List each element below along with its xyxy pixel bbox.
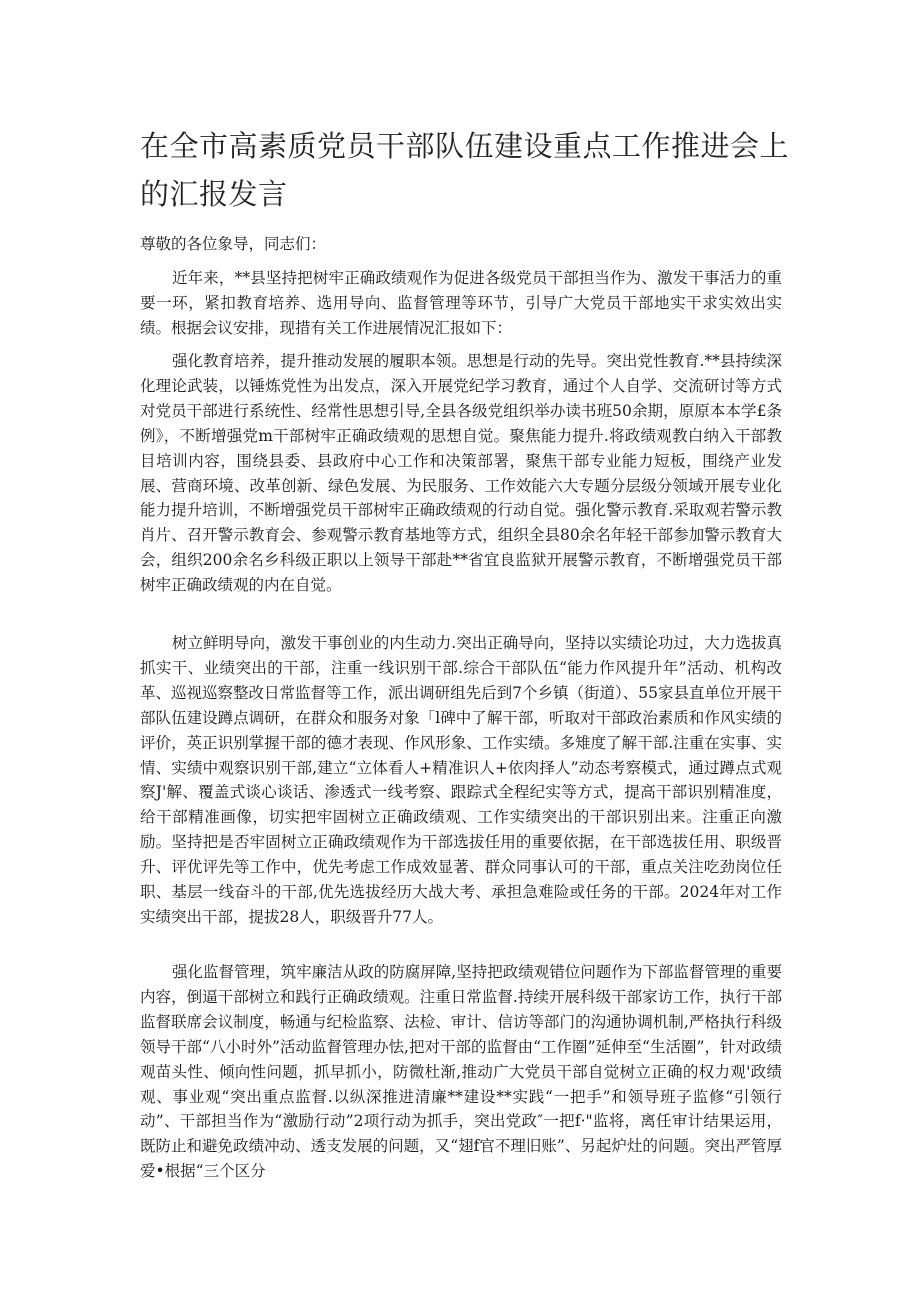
salutation: 尊敬的各位象导，同志们： xyxy=(140,235,327,253)
paragraph-guidance: 树立鲜明导向，激发干事创业的内生动力.突出正确导向，坚持以实绩论功过，大力选拔真抓实干、业绩突出的干部，注重一线识别干部.综合干部队伍“能力作风提升年”活动、机构改革、巡视巡察整改日常监督等工作，派出调研组先后到7个乡镇（街道）、55家县直单位开展干部队伍建设蹲点调研，在群众和服务对象「l碑中了解干部，听取对干部政治素质和作风实绩的评价，英正识别掌握干部的德才表现、作风形象、工作实绩。多雉度了解干部.注重在实事、实情、实绩中观察识别干部,建立“立体看人+精准识人+依肉择人”动态考察模式，通过蹲点式观察J'解、覆盖式谈心谈话、渗透式一线考察、跟踪式全程纪实等方式，提高干部识别精准度，给干部精准画像，切实把牢固树立正确政绩观、工作实绩突出的干部识别出来。注重正向激励。坚持把是否牢固树立正确政绩观作为干部选拔任用的重要依据，在干部选拔任用、职级晋升、评优评先等工作中，优先考虑工作成效显著、群众同事认可的干部，重点关注吃劲岗位任职、基层一线奋斗的干部,优先选拔经历大战大考、承担急难险或任务的干部。2024年对工作实绩突出干部，提拔28人，职级晋升77人。 xyxy=(140,634,782,926)
paragraph-supervision: 强化监督管理，筑牢廉洁从政的防腐屏障,坚持把政绩观错位问题作为下部监督管理的重要内容，倒逼干部树立和践行正确政绩观。注重日常监督.持续开展科级干部家访工作，执行干部监督联席会议制度，畅通与纪检监察、法检、审计、信访等部门的沟通协调机制,严格执行科级领导干部“八小时外”活动监督管理办怯,把对干部的监督由“工作圈”延伸至“生活圈”，针对政绩观苗头性、倾向性问题，抓早抓小，防微杜渐,推动广大党员干部自觉树立正确的权力观'政绩观、事业观“突出重点监督.以纵深推进清廉**建设**实践“一把手”和领导班子监修“引领行动”、干部担当作为“激励行动”2项行动为抓手，突出党政″一把f·"监将，离任审计结果运用，既防止和避免政绩冲动、透支发展的问题，又“翅f官不理旧账”、另起炉灶的问题。突出严管厚爱•根据“三个区分 xyxy=(140,963,782,1181)
paragraph-intro: 近年来，**县坚持把树牢正确政绩观作为促进各级党员干部担当作为、激发干事活力的重要一环，紧扣教育培养、选用导向、监督管理等环节，引导广大党员干部地实干求实效出实绩。根据会议安排，现措有关工作进展情况汇报如下： xyxy=(140,269,782,337)
paragraph-education: 强化教育培养，提升推动发展的履职本领。思想是行动的先导。突出党性教育.**县持续深化理论武装，以锤炼党性为出发点，深入开展党纪学习教育，通过个人自学、交流研讨等方式对党员干部进行系统性、经常性思想引导,全县各级党组织举办读书班50余期，原原本本学£条例》，不断增强党m干部树牢正确政绩观的思想自觉。聚焦能力提升.将政绩观教白纳入干部教目培训内容，围绕县委、县政府中心工作和决策部署，聚焦干部专业能力短板，围绕产业发展、营商环境、改革创新、绿色发展、为民服务、工作效能六大专题分层级分领域开展专业化能力提升培训，不断增强党员干部树牢正确政绩观的行动自觉。强化警示教育.采取观若警示教肖片、召开警示教育会、参观警示教育基地等方式，组织全县80余名年轻干部参加警示教育大会，组织200余名乡科级正职以上领导干部赴**省宜良监狱开展警示教育，不断增强党员干部树牢正确政绩观的内在自觉。 xyxy=(140,352,782,595)
document-title: 在全市高素质党员干部队伍建设重点工作推进会上的汇报发言 xyxy=(140,129,790,211)
